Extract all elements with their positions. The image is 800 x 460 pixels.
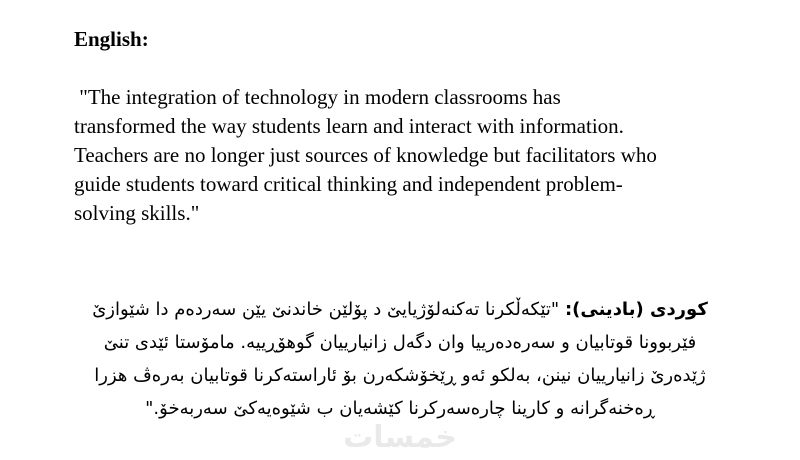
- english-paragraph-line: guide students toward critical thinking and independent problem-: [74, 172, 623, 196]
- english-heading: English:: [74, 27, 149, 51]
- kurdish-paragraph-line: فێربوونا قوتابیان و سەرەدەرییا وان دگەل زانیارییان گوهۆڕییە. مامۆستا ئێدی تنێ: [103, 332, 697, 353]
- kurdish-heading: کوردی (بادینی):: [564, 299, 708, 320]
- english-section: [74, 27, 764, 228]
- kurdish-paragraph-line: [20, 293, 780, 326]
- kurdish-paragraph-line: ژێدەرێ زانیارییان نینن، بەلکو ئەو ڕێخۆشکەرن بۆ ئاراستەکرنا قوتابیان بەرەڤ هزرا: [94, 365, 706, 386]
- kurdish-section: [20, 293, 780, 425]
- english-paragraph-line: "The integration of technology in modern classrooms has: [74, 85, 561, 109]
- khamsat-watermark: خمسات: [343, 420, 457, 455]
- kurdish-paragraph-line: ڕەخنەگرانە و کارینا چارەسەرکرنا کێشەیان ب شێوەیەکێ سەربەخۆ.": [145, 398, 655, 419]
- english-paragraph-line: solving skills.": [74, 201, 200, 225]
- english-paragraph-line: transformed the way students learn and interact with information.: [74, 114, 624, 138]
- english-paragraph-line: Teachers are no longer just sources of knowledge but facilitators who: [74, 143, 657, 167]
- english-paragraph: [74, 83, 764, 228]
- kurdish-line-text: "تێکەڵکرنا تەکنەلۆژیایێ د پۆلێن خاندنێ یێن سەردەم دا شێوازێ: [92, 299, 560, 320]
